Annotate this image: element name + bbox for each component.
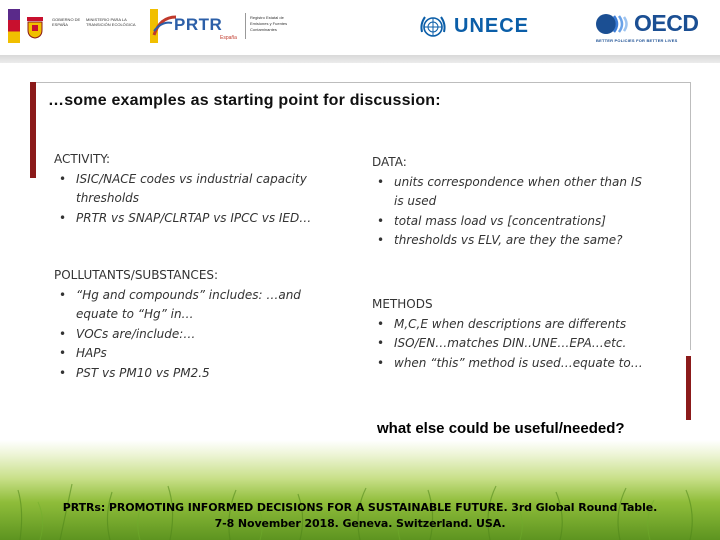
oecd-tagline: BETTER POLICIES FOR BETTER LIVES [596,38,678,43]
prtr-divider [245,13,246,39]
un-emblem-icon [418,12,448,42]
accent-bar-right [686,356,691,420]
list-item: • VOCs are/include:… [54,325,328,345]
list-item: • units correspondence when other than IS is used [372,173,652,212]
frame-line-top [36,82,690,83]
list-item: • “Hg and compounds” includes: …and equate to “Hg” in… [54,286,328,325]
discussion-question: what else could be useful/needed? [377,420,625,437]
list-item: • when “this” method is used…equate to… [372,354,672,374]
pollutants-section [54,266,328,384]
list-item: • thresholds vs ELV, are they the same? [372,231,652,251]
list-item: • ISIC/NACE codes vs industrial capacity thresholds [54,170,334,209]
ministry-line: GOBIERNO DE ESPAÑA [52,17,81,27]
activity-heading: ACTIVITY: [54,152,111,166]
data-heading: DATA: [372,155,407,169]
spain-government-logo [8,9,150,43]
coat-of-arms-icon [24,15,46,39]
list-item: • HAPs [54,344,328,364]
frame-line-right [690,82,691,350]
activity-list [54,170,334,229]
prtr-wordmark: PRTR [174,15,223,34]
prtr-espana-logo [152,9,300,43]
list-item: • ISO/EN…matches DIN..UNE…EPA…etc. [372,334,672,354]
header-rule [0,55,720,63]
prtr-description: Registro Estatal de Emisiones y Fuentes Contaminantes [250,15,288,32]
oecd-logo [594,10,706,46]
prtr-subtitle: España [220,35,237,41]
logo-strip [0,0,720,56]
spain-flag-stripe [8,9,20,43]
pollutants-heading: POLLUTANTS/SUBSTANCES: [54,268,219,282]
data-list [372,173,652,251]
data-section [372,153,652,251]
pollutants-list [54,286,328,384]
list-item: • PST vs PM10 vs PM2.5 [54,364,328,384]
ministry-name: MINISTERIO PARA LA TRANSICIÓN ECOLÓGICA [86,17,136,27]
unece-wordmark: UNECE [454,15,530,37]
accent-bar-left [30,82,36,178]
footer-line-2: 7-8 November 2018. Geneva. Switzerland. USA. [214,517,506,530]
methods-heading: METHODS [372,297,433,311]
methods-list [372,315,672,374]
list-item: • PRTR vs SNAP/CLRTAP vs IPCC vs IED… [54,209,334,229]
footer-line-1: PRTRs: PROMOTING INFORMED DECISIONS FOR A SUSTAINABLE FUTURE. 3rd Global Round Table. [62,501,658,514]
oecd-wordmark: OECD [634,10,699,36]
footer-text [0,500,720,532]
activity-section [54,150,334,228]
unece-logo [418,10,542,44]
list-item: • total mass load vs [concentrations] [372,212,652,232]
list-item: • M,C,E when descriptions are differents [372,315,672,335]
slide-title: …some examples as starting point for discussion: [48,92,441,109]
oecd-rings-icon [594,12,630,36]
methods-section [372,295,672,373]
